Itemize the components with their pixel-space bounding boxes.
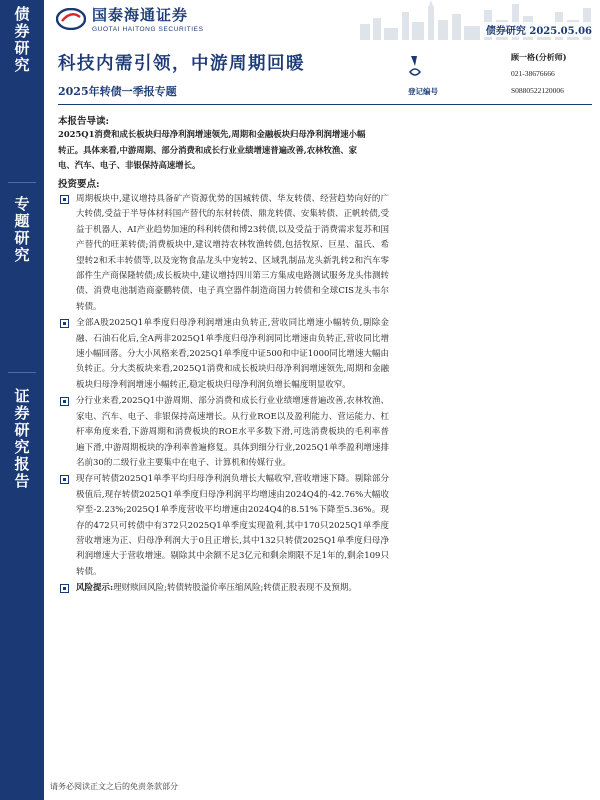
- list-item: [57, 192, 389, 315]
- page-header: [44, 0, 600, 40]
- analyst-pen-icon: [408, 54, 422, 80]
- sidebar-char: 告: [14, 472, 30, 490]
- sidebar-char: 研: [14, 39, 30, 57]
- sidebar-char: 究: [14, 246, 30, 264]
- list-item-text: 周期板块中,建议增持具备矿产资源优势的国城转债、华友转债、经营趋势向好的广大转债,受益于半导体材料国产替代的东材转债、鼎龙转债、安集转债、正帆转债,受益于机器人、AI产业趋势加速的科利转债和博23转债,以及受益于消费需求复苏和国产替代的旺莱转债;消费板块中,建议增持农林牧渔转债,包括牧原、巨星、温氏、希望转2和禾丰转债等,以及宠物食品龙头中宠转2、区域乳制品龙头新乳转2和汽车零部件生产商保隆转债;成长板块中,建议增持四川第三方集成电路测试服务龙头伟测转债、消费电池制造商豪鹏转债、电子真空器件制造商国力转债和全球CIS龙头韦尔转债。: [76, 194, 389, 312]
- bullet-square-icon: [60, 319, 69, 328]
- risk-text: 理财赎回风险;转债转股溢价率压缩风险;转债正股表现不及预期。: [113, 583, 357, 594]
- bullet-square-icon: [60, 397, 69, 406]
- risk-item: [57, 581, 389, 596]
- footer-disclaimer: 请务必阅读正文之后的免责条款部分: [50, 782, 178, 791]
- sidebar-divider: [8, 182, 36, 183]
- guide-body: 2025Q1消费和成长板块归母净利润增速领先,周期和金融板块归母净利润增速小幅转正。具体来看,中游周期、部分消费和成长行业业绩增速普遍改善,农林牧渔、家电、汽车、电子、非银保持高速增长。: [58, 129, 366, 170]
- list-item: [57, 394, 389, 471]
- risk-label: 风险提示:: [76, 583, 114, 594]
- sidebar-char: 题: [14, 212, 30, 230]
- bullet-square-icon: [60, 584, 69, 593]
- sidebar-label-securities-report: [0, 388, 44, 490]
- company-logo: [56, 4, 204, 33]
- list-item-text: 全部A股2025Q1单季度归母净利润增速由负转正,营收同比增速小幅转负,剔除金融、石油石化后,全A两非2025Q1单季度归母净利润同比增速由负转正,营收同比增速小幅回落。分大小风格来看,2025Q1单季度中证500和中证1000同比增速大幅由负转正。分大类板块来看,2025Q1消费和成长板块归母净利润增速领先,周期和金融板块归母净利润增速小幅转正,稳定板块归母净利润负增长幅度明显收窄。: [76, 318, 389, 390]
- bullet-square-icon: [60, 195, 69, 204]
- report-title: 科技内需引领，中游周期回暖: [58, 54, 305, 74]
- list-item-text: 分行业来看,2025Q1中游周期、部分消费和成长行业业绩增速普遍改善,农林牧渔、家电、汽车、电子、非银保持高速增长。从行业ROE以及盈利能力、营运能力、杠杆率角度来看,下游周期和消费板块的ROE水平多数下滑,可选消费板块的毛利率普遍下滑,中游周期板块的净利率普遍修复。具体到细分行业,2025Q1单季盈利增速排名前30的二级行业主要集中在电子、计算机和传媒行业。: [76, 396, 389, 468]
- sidebar-char: 券: [14, 404, 30, 422]
- registration-number: S0880522120006: [511, 86, 564, 95]
- sidebar-char: 究: [14, 438, 30, 456]
- points-heading: 投资要点:: [58, 179, 100, 190]
- logo-mark-icon: [56, 8, 86, 30]
- list-item-text: 现存可转债2025Q1单季平均归母净利润负增长大幅收窄,营收增速下降。剔除部分极值后,现存转债2025Q1单季度归母净利润平均增速由2024Q4的-42.76%大幅收窄至-2.23%;2025Q1单季度营收平均增速由2024Q4的8.51%下降至5.36%。现存的472只可转债中有372只2025Q1单季度实现盈利,其中170只2025Q1单季度营收增速为正、归母净利润大于0且正增长,其中132只转债2025Q1单季度归母净利润增速大于营收增速。剔除其中余额不足3亿元和剩余期限不足1年的,剩余109只转债。: [76, 474, 389, 577]
- sidebar-char: 债: [14, 5, 30, 23]
- investment-points-list: [57, 192, 389, 598]
- sidebar-char: 券: [14, 22, 30, 40]
- sidebar-char: 究: [14, 56, 30, 74]
- sidebar-label-bond-research: [0, 6, 44, 74]
- guide-heading: 本报告导读:: [58, 116, 110, 127]
- brand-name-cn: 国泰海通证券: [92, 6, 189, 24]
- sidebar-label-special-research: [0, 196, 44, 264]
- bullet-square-icon: [60, 475, 69, 484]
- sidebar-divider: [8, 372, 36, 373]
- analyst-phone: 021-38676666: [511, 69, 555, 78]
- report-type-date: 债券研究 2025.05.06: [484, 22, 594, 37]
- report-subtitle: 2025年转债一季报专题: [58, 85, 177, 98]
- sidebar-char: 研: [14, 229, 30, 247]
- left-sidebar: [0, 0, 44, 800]
- sidebar-char: 证: [14, 387, 30, 405]
- registration-label: 登记编号: [408, 87, 438, 96]
- sidebar-char: 研: [14, 421, 30, 439]
- header-rule: [58, 104, 592, 105]
- sidebar-char: 报: [14, 455, 30, 473]
- sidebar-char: 专: [14, 195, 30, 213]
- analyst-name: 顾一格(分析师): [511, 52, 567, 62]
- list-item: [57, 472, 389, 580]
- brand-name-en: GUOTAI HAITONG SECURITIES: [92, 26, 204, 33]
- list-item: [57, 316, 389, 393]
